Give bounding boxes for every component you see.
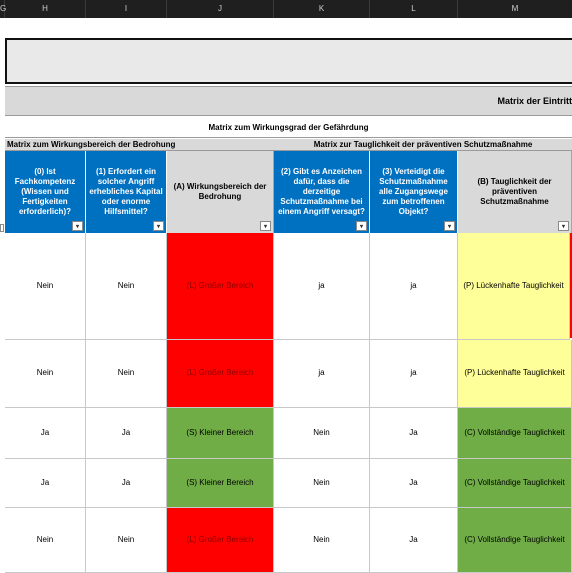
table-cell[interactable]: Nein	[274, 508, 370, 573]
table-cell[interactable]: Ja	[86, 408, 167, 459]
filter-dropdown-icon[interactable]: ▾	[356, 221, 367, 231]
header-kapital-label: (1) Erfordert ein solcher Angriff erhebliches Kapital oder enorme Hilfsmittel?	[89, 167, 163, 216]
table-cell[interactable]: (C) Vollständige Tauglichkeit	[458, 508, 572, 573]
table-cell[interactable]: (P) Lückenhafte Tauglichkeit	[458, 340, 572, 408]
table-cell[interactable]: (P) Lückenhafte Tauglichkeit	[458, 233, 570, 340]
table-cell[interactable]: Nein	[86, 233, 167, 340]
header-wirkungsbereich[interactable]	[167, 151, 274, 233]
table-cell[interactable]: ja	[370, 340, 458, 408]
table-cell[interactable]: Nein	[274, 408, 370, 459]
filter-dropdown-icon[interactable]: ▾	[72, 221, 83, 231]
table-cell[interactable]: Ja	[5, 459, 86, 508]
section-right-label[interactable]: Matrix zur Tauglichkeit der präventiven Schutzmaßnahme	[274, 139, 572, 151]
table-cell[interactable]: Ja	[370, 408, 458, 459]
header-wirkungsbereich-label: (A) Wirkungsbereich der Bedrohung	[173, 182, 267, 201]
row-selector-marker[interactable]	[0, 224, 4, 232]
table-cell[interactable]: Ja	[370, 508, 458, 573]
table-cell[interactable]: (S) Kleiner Bereich	[167, 408, 274, 459]
table-cell[interactable]: Nein	[5, 233, 86, 340]
table-cell[interactable]: (C) Vollständige Tauglichkeit	[458, 459, 572, 508]
table-cell[interactable]: Ja	[86, 459, 167, 508]
table-cell[interactable]: (L) Großer Bereich	[167, 508, 274, 573]
column-header-m[interactable]: M	[511, 4, 519, 13]
header-kapital[interactable]	[86, 151, 167, 233]
header-anzeichen-label: (2) Gibt es Anzeichen dafür, dass die derzeitige Schutzmaßnahme bei einem Angriff versagt?	[278, 167, 365, 216]
table-cell[interactable]: Nein	[5, 508, 86, 573]
header-zugangswege-label: (3) Verteidigt die Schutzmaßnahme alle Zugangswege zum betroffenen Objekt?	[379, 167, 448, 216]
table-cell[interactable]: (L) Großer Bereich	[167, 340, 274, 408]
table-cell[interactable]: Nein	[86, 508, 167, 573]
header-fachkompetenz[interactable]	[5, 151, 86, 233]
matrix-title-band[interactable]	[5, 86, 572, 116]
table-cell[interactable]: ja	[274, 233, 370, 340]
table-cell[interactable]: Ja	[5, 408, 86, 459]
header-anzeichen[interactable]	[274, 151, 370, 233]
table-cell[interactable]: ja	[274, 340, 370, 408]
table-cell[interactable]: (C) Vollständige Tauglichkeit	[458, 408, 572, 459]
matrix-title: Matrix der Eintritt	[497, 96, 572, 106]
table-cell[interactable]: (L) Großer Bereich	[167, 233, 274, 340]
filter-dropdown-icon[interactable]: ▾	[444, 221, 455, 231]
subtitle-text: Matrix zum Wirkungsgrad der Gefährdung	[208, 123, 369, 132]
table-cell[interactable]: Ja	[370, 459, 458, 508]
filter-dropdown-icon[interactable]: ▾	[558, 221, 569, 231]
header-zugangswege[interactable]	[370, 151, 458, 233]
column-header-i[interactable]: I	[86, 0, 167, 18]
column-header-l[interactable]: L	[370, 0, 458, 18]
filter-dropdown-icon[interactable]: ▾	[153, 221, 164, 231]
column-header-j[interactable]: J	[167, 0, 274, 18]
filter-dropdown-icon[interactable]: ▾	[260, 221, 271, 231]
table-cell[interactable]: Nein	[86, 340, 167, 408]
header-tauglichkeit-label: (B) Tauglichkeit der präventiven Schutzmaßnahme	[477, 177, 552, 206]
header-tauglichkeit[interactable]	[458, 151, 572, 233]
table-cell[interactable]: (S) Kleiner Bereich	[167, 459, 274, 508]
column-header-h[interactable]: H	[5, 0, 86, 18]
table-cell[interactable]: Nein	[274, 459, 370, 508]
subtitle-band[interactable]	[5, 118, 572, 138]
section-left-label[interactable]: Matrix zum Wirkungsbereich der Bedrohung	[5, 139, 274, 151]
column-header-g[interactable]: G	[0, 0, 5, 18]
title-box[interactable]	[5, 38, 572, 84]
column-header-k[interactable]: K	[274, 0, 370, 18]
header-fachkompetenz-label: (0) Ist Fachkompetenz (Wissen und Fertigkeiten erforderlich)?	[14, 167, 76, 216]
table-cell[interactable]: ja	[370, 233, 458, 340]
table-cell[interactable]: Nein	[5, 340, 86, 408]
